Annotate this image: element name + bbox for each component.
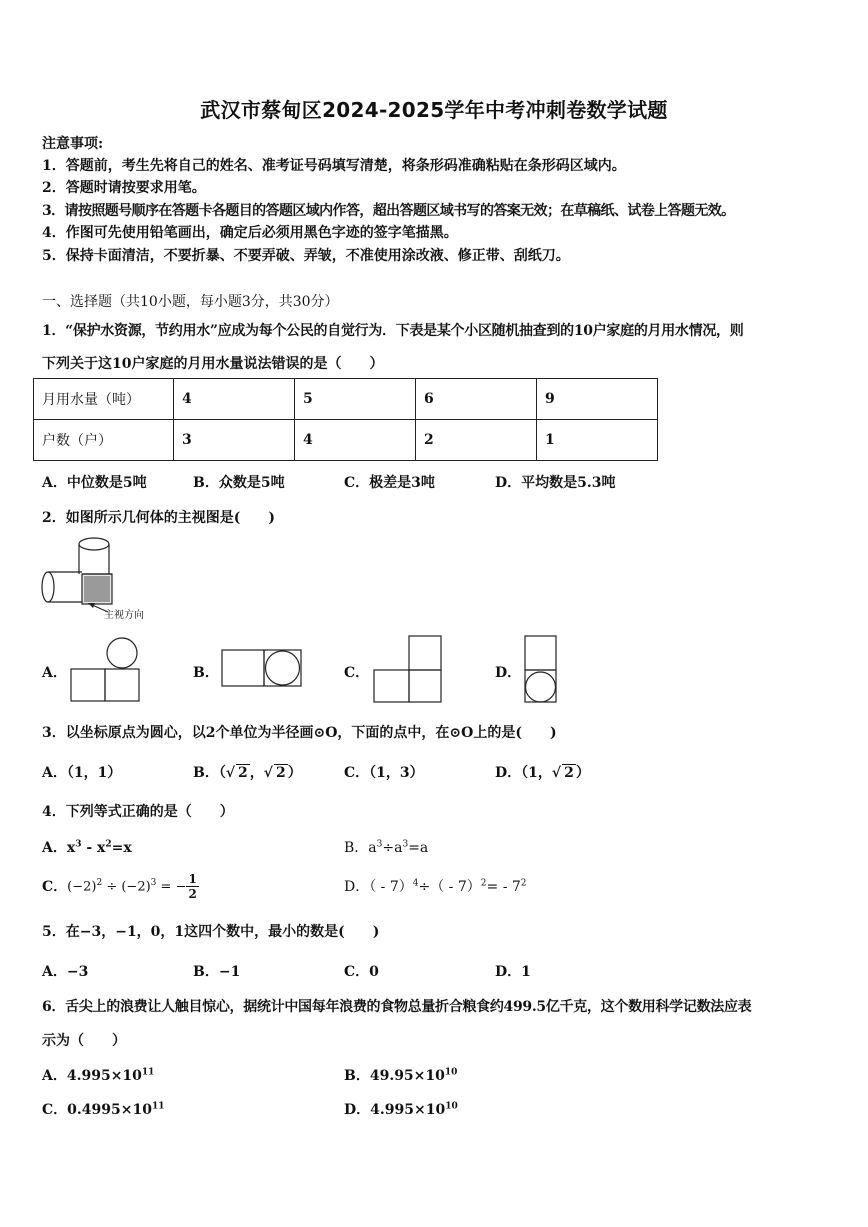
q1-option-b: B．众数是5吨	[193, 475, 285, 491]
q1-option-d: D．平均数是5.3吨	[495, 475, 616, 491]
q2-option-d-label: D．	[495, 665, 522, 681]
q4-option-a: A．$x^3 - x^2=x$	[42, 839, 132, 856]
q2-stem: 2．如图所示几何体的主视图是( )	[42, 510, 275, 526]
table-cell: 4	[295, 420, 416, 461]
sqrt-radicand: 2	[238, 765, 248, 781]
q3-option-b: B．（√ 2 ，√ 2 ）	[193, 765, 302, 781]
q4-stem: 4．下列等式正确的是（ ）	[42, 804, 234, 820]
table-cell: 2	[416, 420, 537, 461]
q5-option-a: A．−3	[42, 964, 89, 980]
q6-option-d: D．$4.995\times 10^{10}$	[344, 1101, 458, 1118]
q3-stem: 3．以坐标原点为圆心，以2个单位为半径画⊙O，下面的点中，在⊙O上的是( )	[42, 725, 557, 741]
fraction: $\frac{1}{2}$	[188, 871, 197, 901]
section-heading: 一、选择题（共10小题，每小题3分，共30分）	[42, 294, 339, 310]
notice-item-5: 5．保持卡面清洁，不要折暴、不要弄破、弄皱，不准使用涂改液、修正带、刮纸刀。	[42, 248, 570, 264]
table-row	[34, 379, 658, 420]
q2-option-d-figure	[524, 635, 558, 705]
q2-option-b-figure	[221, 649, 303, 689]
q6-stem-line2: 示为（ ）	[42, 1033, 126, 1049]
q3-option-a: A．（1，1）	[42, 765, 122, 781]
q2-option-c-figure	[373, 635, 443, 705]
table-cell: 9	[537, 379, 658, 420]
notice-item-4: 4．作图可先使用铅笔画出，确定后必须用黑色字迹的签字笔描黑。	[42, 225, 458, 241]
q4-option-c: C． $(-2)^2 \div (-2)^3$ = − $\frac{1}{2}$	[42, 871, 197, 901]
q6-stem-line1: 6．舌尖上的浪费让人触目惊心，据统计中国每年浪费的食物总量折合粮食约499.5亿千克，这个数用科学记数法应表	[42, 999, 752, 1015]
q5-stem: 5．在−3，−1，0，1这四个数中，最小的数是( )	[42, 924, 380, 940]
q2-option-a-figure	[70, 637, 142, 703]
table-cell: 户数（户）	[34, 420, 174, 461]
q4-option-d: D．（ - $7)^4\div( - 7)^2= - 7^2$	[344, 878, 527, 895]
q3-option-d: D．（1，√ 2 ）	[495, 765, 590, 781]
table-cell: 5	[295, 379, 416, 420]
notice-heading: 注意事项:	[42, 136, 104, 152]
q2-figure-label: 主视方向	[104, 610, 144, 621]
q1-stem-line2: 下列关于这10户家庭的月用水量说法错误的是（ ）	[42, 356, 384, 372]
sqrt-radicand: 2	[276, 765, 286, 781]
q2-option-c-label: C．	[344, 665, 370, 681]
q6-option-b: B．$49.95\times 10^{10}$	[344, 1067, 458, 1084]
page-title: 武汉市蔡甸区2024-2025学年中考冲刺卷数学试题	[200, 98, 668, 122]
table-cell: 1	[537, 420, 658, 461]
q1-table	[33, 378, 658, 461]
q4-option-b: B．$a^3\div a^3=a$	[344, 839, 429, 856]
table-cell: 6	[416, 379, 537, 420]
q1-option-c: C．极差是3吨	[344, 475, 435, 491]
q5-option-d: D．1	[495, 964, 531, 980]
q6-option-a: A．$4.995\times 10^{11}$	[42, 1067, 155, 1084]
sqrt-radicand: 2	[564, 765, 574, 781]
q5-option-c: C．0	[344, 964, 379, 980]
q2-option-a-label: A．	[42, 665, 67, 681]
q1-stem-line1: 1．“保护水资源，节约用水”应成为每个公民的自觉行为．下表是某个小区随机抽查到的10户家庭的月用水情况，则	[42, 323, 744, 339]
notice-item-3: 3．请按照题号顺序在答题卡各题目的答题区域内作答，超出答题区域书写的答案无效；在草稿纸、试卷上答题无效。	[42, 203, 735, 219]
table-cell: 4	[174, 379, 295, 420]
q2-option-b-label: B．	[193, 665, 219, 681]
q1-option-a: A．中位数是5吨	[42, 475, 147, 491]
notice-item-2: 2．答题时请按要求用笔。	[42, 180, 206, 196]
table-cell: 月用水量（吨）	[34, 379, 174, 420]
notice-item-1: 1．答题前，考生先将自己的姓名、准考证号码填写清楚，将条形码准确粘贴在条形码区域内。	[42, 158, 626, 174]
q6-option-c: C．$0.4995\times 10^{11}$	[42, 1101, 165, 1118]
table-cell: 3	[174, 420, 295, 461]
q5-option-b: B．−1	[193, 964, 241, 980]
q3-option-c: C．（1，3）	[344, 765, 424, 781]
table-row	[34, 420, 658, 461]
